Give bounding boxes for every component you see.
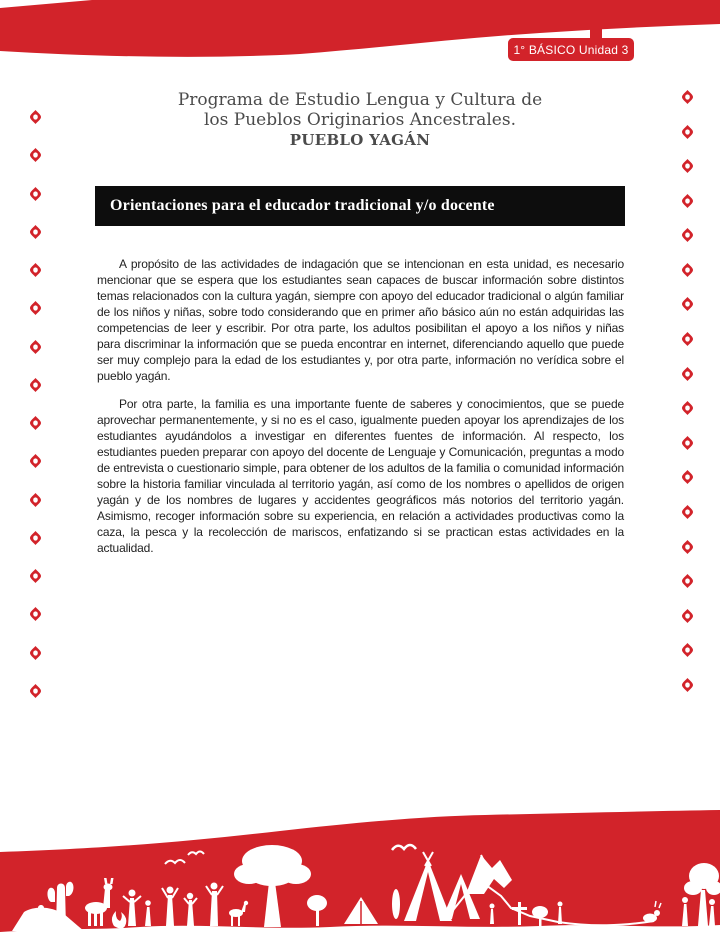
diamond-bead-icon (30, 263, 41, 277)
title-line-1: Programa de Estudio Lengua y Cultura de (177, 90, 543, 110)
unit-badge-label: 1° BÁSICO Unidad 3 (513, 42, 629, 57)
diamond-bead-icon (30, 187, 41, 201)
diamond-bead-icon (30, 684, 41, 698)
section-header-bar (95, 186, 625, 226)
title-line-2: los Pueblos Originarios Ancestrales. (203, 110, 516, 130)
page-title (95, 90, 625, 150)
diamond-bead-icon (30, 340, 41, 354)
diamond-bead-icon (682, 505, 693, 519)
diamond-bead-icon (682, 609, 693, 623)
diamond-bead-icon (30, 110, 41, 124)
diamond-bead-icon (682, 574, 693, 588)
diamond-bead-icon (682, 367, 693, 381)
diamond-bead-icon (30, 225, 41, 239)
footer-art (0, 800, 720, 932)
body-text (97, 256, 624, 568)
diamond-bead-icon (682, 470, 693, 484)
diamond-bead-icon (682, 643, 693, 657)
diamond-bead-icon (30, 301, 41, 315)
title-line-3: PUEBLO YAGÁN (289, 131, 431, 149)
diamond-bead-icon (30, 378, 41, 392)
diamond-bead-icon (682, 194, 693, 208)
diamond-bead-icon (682, 678, 693, 692)
diamond-bead-icon (682, 159, 693, 173)
paragraph-2: Por otra parte, la familia es una importante fuente de saberes y conocimientos, que se puede aprovechar permanentemente, y si no es el caso, igualmente pueden apoyar los aprendizajes de los estudiantes ayudándolos a investigar en diferentes fuentes de información. Al respecto, los estudiantes pueden preparar con apoyo del docente de Lenguaje y Comunicación, preguntas a modo de entrevista o cuestionario simple, para obtener de los adultos de la familia o comunidad información sobre la historia familiar vinculada al territorio yagán, así como de los nombres o apellidos de origen yagán y de los nombres de lugares y accidentes geográficos más notorios del territorio yagán. Asimismo, recoger información sobre su experiencia, en relación a actividades productivas como la caza, la pesca y la recolección de mariscos, enfatizando si se practican estas actividades en la actualidad. (97, 397, 624, 555)
diamond-bead-icon (682, 90, 693, 104)
cypress-tree-icon (392, 889, 400, 919)
unit-badge (508, 38, 634, 61)
diamond-bead-icon (682, 228, 693, 242)
section-header-title: Orientaciones para el educador tradicional y/o docente (110, 197, 495, 214)
diamond-bead-icon (682, 297, 693, 311)
diamond-bead-icon (30, 493, 41, 507)
ornament-column-left (29, 110, 41, 698)
diamond-bead-icon (682, 125, 693, 139)
diamond-bead-icon (30, 454, 41, 468)
paragraph-1: A propósito de las actividades de indagación que se intencionan en esta unidad, es necesario mencionar que se espera que los estudiantes sean capaces de buscar información sobre distintos temas relacionados con la cultura yagán, siempre con apoyo del educador tradicional o algún familiar de los niños y niñas, sobre todo considerando que en primer año básico aún no están adquiridas las competencias de leer y escribir. Por otra parte, los adultos posibilitan el apoyo a los niños y niñas para discriminar la información que se pueda encontrar en internet, diferenciando aquello que puede ser muy complejo para la edad de los estudiantes y, por otra parte, información no verídica sobre el pueblo yagán. (97, 257, 624, 383)
diamond-bead-icon (30, 646, 41, 660)
diamond-bead-icon (30, 531, 41, 545)
diamond-bead-icon (682, 540, 693, 554)
diamond-bead-icon (682, 263, 693, 277)
diamond-bead-icon (30, 569, 41, 583)
diamond-bead-icon (30, 148, 41, 162)
diamond-bead-icon (30, 416, 41, 430)
ornament-column-right (681, 90, 693, 692)
diamond-bead-icon (682, 436, 693, 450)
diamond-bead-icon (30, 607, 41, 621)
diamond-bead-icon (682, 332, 693, 346)
diamond-bead-icon (682, 401, 693, 415)
